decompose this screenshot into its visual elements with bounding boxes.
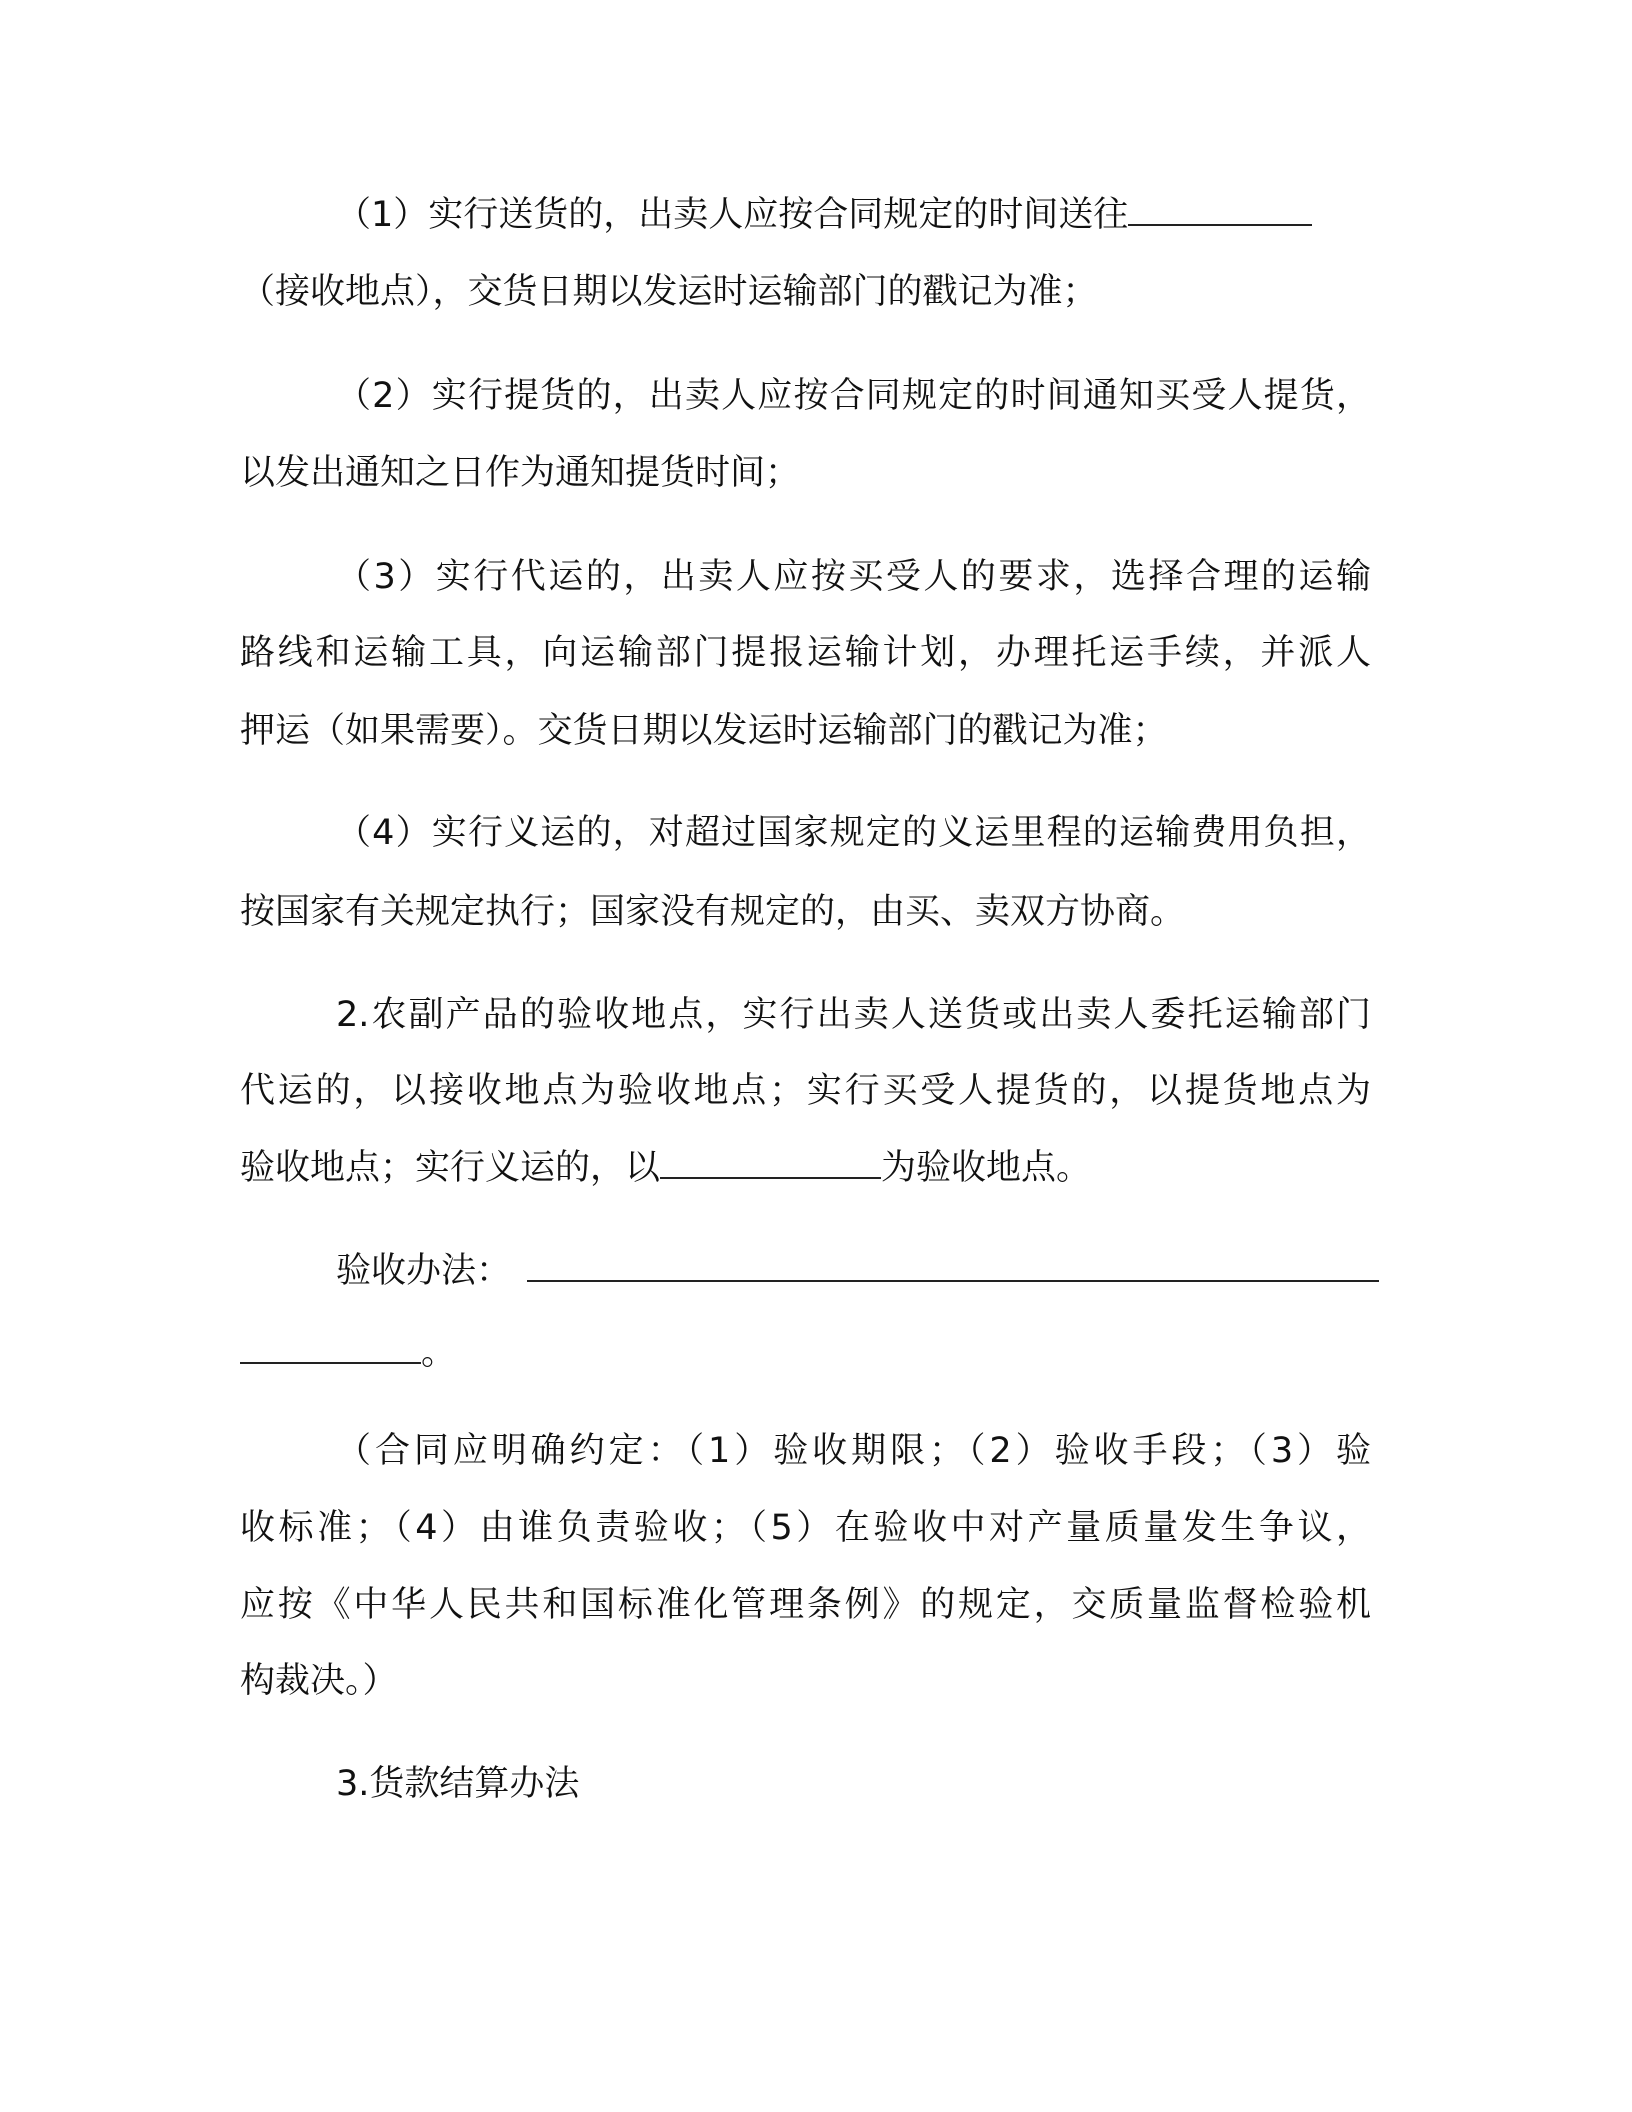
text-line: 路线和运输工具，向运输部门提报运输计划，办理托运手续，并派人: [240, 633, 1371, 673]
text-line: 收标准；（4）由谁负责验收；（5）在验收中对产量质量发生争议，: [240, 1508, 1371, 1548]
text-line: （3）实行代运的，出卖人应按买受人的要求，选择合理的运输: [336, 557, 1371, 597]
text-line: 押运（如果需要）。交货日期以发运时运输部门的戳记为准；: [240, 711, 1168, 751]
section-heading: 3.货款结算办法: [336, 1764, 580, 1804]
inspection-method-line: [336, 1249, 1379, 1293]
blank-inspection-method-cont[interactable]: [240, 1332, 421, 1364]
text: 。: [421, 1333, 457, 1373]
text: （1）实行送货的，出卖人应按合同规定的时间送往: [336, 195, 1129, 235]
inspection-method-label: 验收办法：: [336, 1251, 512, 1291]
text-line: （合同应明确约定：（1）验收期限；（2）验收手段；（3）验: [336, 1431, 1371, 1471]
text-line: 2.农副产品的验收地点，实行出卖人送货或出卖人委托运输部门: [336, 995, 1371, 1035]
text-line: 构裁决。）: [240, 1661, 398, 1701]
inspection-method-line-2: [240, 1331, 456, 1375]
text-line: 按国家有关规定执行；国家没有规定的，由买、卖双方协商。: [240, 892, 1186, 932]
blank-inspection-method[interactable]: [527, 1250, 1379, 1282]
inspection-location-line: [240, 1146, 1091, 1190]
text: 验收地点；实行义运的，以: [240, 1148, 661, 1188]
text: 为验收地点。: [881, 1148, 1092, 1188]
text-line: 以发出通知之日作为通知提货时间；: [240, 453, 801, 493]
text-line: （4）实行义运的，对超过国家规定的义运里程的运输费用负担，: [336, 813, 1371, 853]
blank-inspection-location[interactable]: [660, 1147, 881, 1179]
text-line: （接收地点），交货日期以发运时运输部门的戳记为准；: [240, 272, 1098, 312]
blank-receiving-location[interactable]: [1128, 194, 1312, 226]
text-line: （2）实行提货的，出卖人应按合同规定的时间通知买受人提货，: [336, 376, 1371, 416]
paragraph-delivery-line: [336, 193, 1312, 237]
text-line: 代运的，以接收地点为验收地点；实行买受人提货的，以提货地点为: [240, 1071, 1371, 1111]
text-line: 应按《中华人民共和国标准化管理条例》的规定，交质量监督检验机: [240, 1585, 1371, 1625]
